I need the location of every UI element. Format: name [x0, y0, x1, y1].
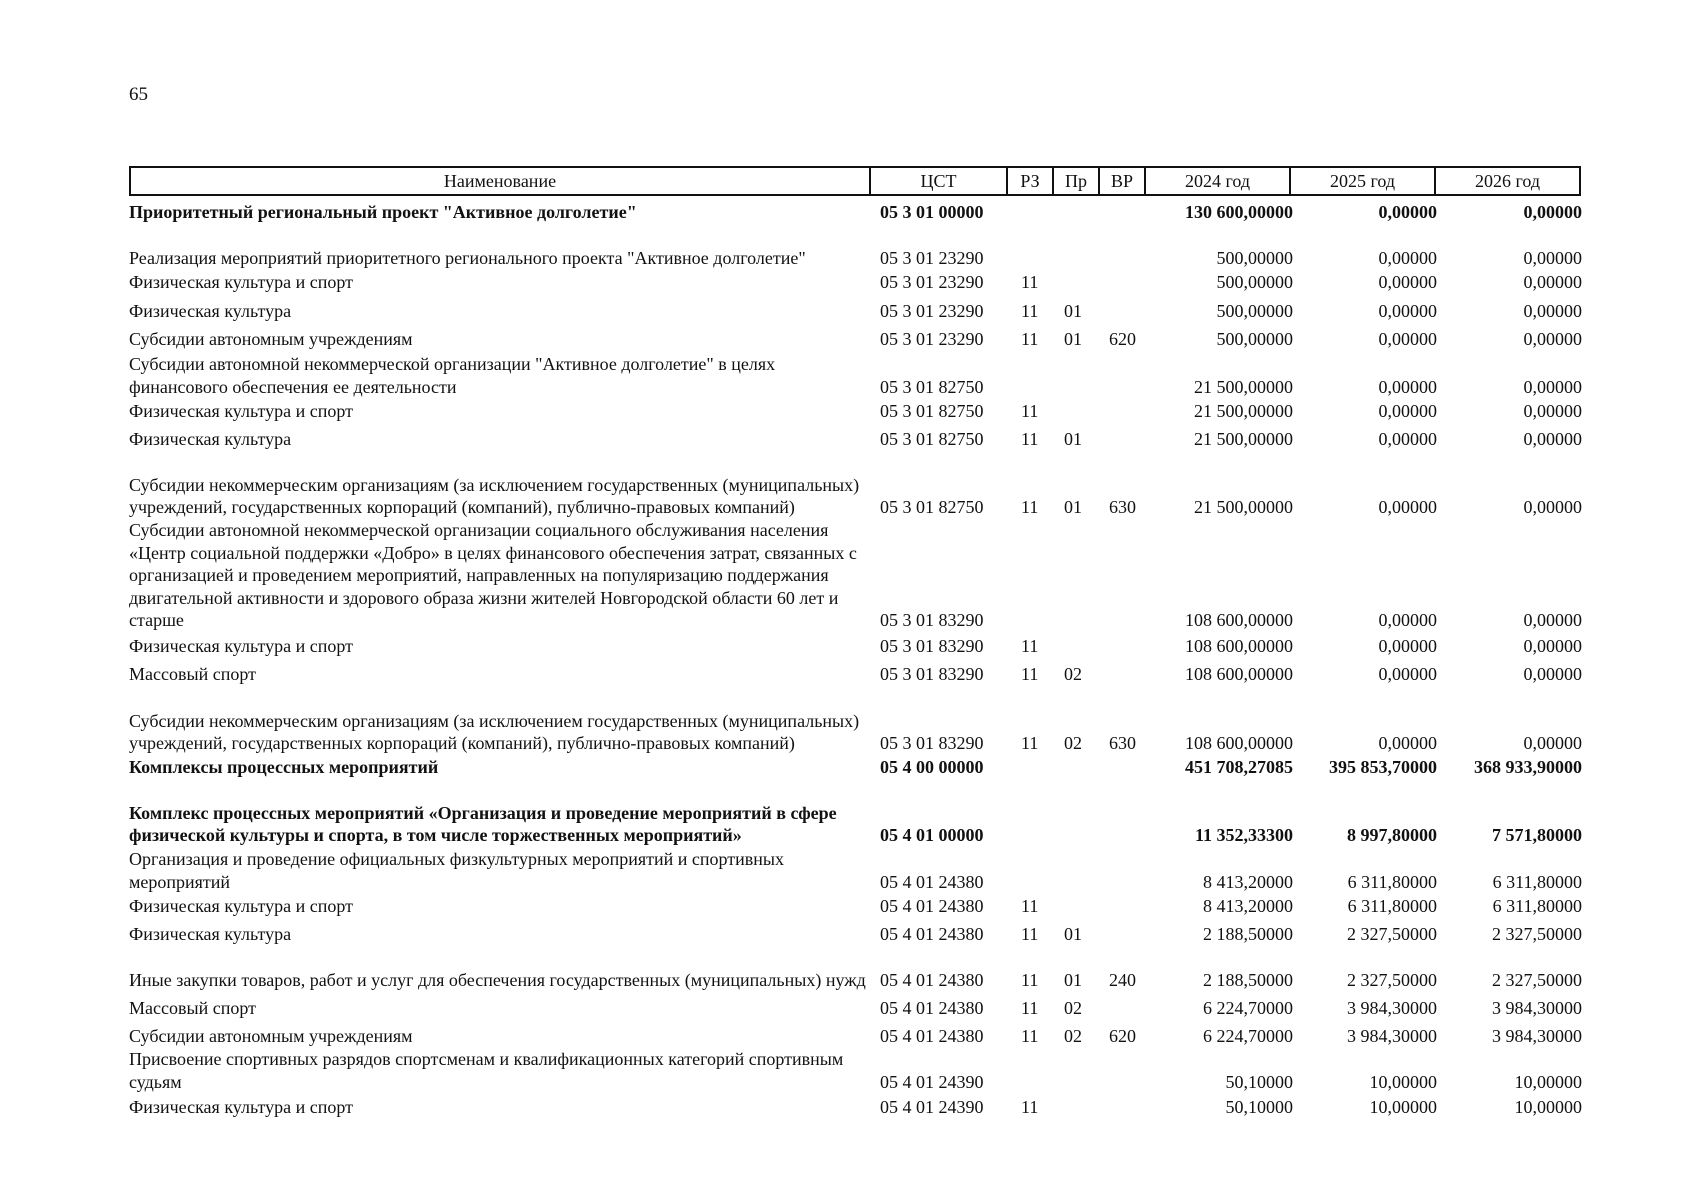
- row-2024: 130 600,00000: [1185, 202, 1293, 222]
- row-rz: 11: [1021, 733, 1039, 753]
- table-row: [0, 946, 1681, 991]
- row-2025: 0,00000: [1378, 272, 1437, 292]
- row-2026: 0,00000: [1523, 497, 1582, 517]
- row-pr: 02: [1064, 998, 1082, 1018]
- table-row: [0, 428, 1681, 451]
- row-vr: 620: [1109, 329, 1136, 349]
- row-rz: 11: [1021, 924, 1039, 944]
- header-rz: РЗ: [1007, 167, 1053, 195]
- table-row: [0, 895, 1681, 918]
- row-2025: 0,00000: [1378, 733, 1437, 753]
- row-2026: 0,00000: [1523, 733, 1582, 753]
- row-name: Реализация мероприятий приоритетного регионального проекта "Активное долголетие": [129, 247, 806, 268]
- row-2026: 0,00000: [1523, 429, 1582, 449]
- row-2025: 3 984,30000: [1347, 1026, 1437, 1046]
- table-row: [0, 635, 1681, 658]
- row-2025: 6 311,80000: [1347, 871, 1437, 892]
- row-2024: 21 500,00000: [1194, 497, 1293, 517]
- row-2026: 0,00000: [1523, 272, 1582, 292]
- row-cst: 05 3 01 23290: [880, 329, 984, 349]
- row-2024: 6 224,70000: [1203, 998, 1293, 1018]
- row-pr: 01: [1064, 301, 1082, 321]
- row-pr: 01: [1064, 969, 1082, 990]
- row-2025: 0,00000: [1378, 636, 1437, 656]
- row-rz: 11: [1021, 272, 1039, 292]
- row-cst: 05 3 01 83290: [880, 610, 984, 630]
- row-vr: 240: [1109, 969, 1136, 990]
- table-row: [0, 224, 1681, 269]
- row-rz: 11: [1021, 998, 1039, 1018]
- row-name: Комплекс процессных мероприятий «Организация и проведение мероприятий в сфере физической культуры и спорта, в том числе торжественных мероприятий»: [129, 802, 837, 845]
- row-2025: 0,00000: [1378, 202, 1437, 222]
- row-2026: 0,00000: [1523, 247, 1582, 268]
- row-2026: 10,00000: [1514, 1097, 1582, 1117]
- row-pr: 01: [1064, 329, 1082, 349]
- row-2026: 0,00000: [1523, 664, 1582, 684]
- row-cst: 05 3 01 23290: [880, 247, 984, 268]
- row-name: Субсидии некоммерческим организациям (за исключением государственных (муниципальных) учреждений, государственных корпораций (компаний), публично-правовых компаний): [129, 710, 860, 753]
- row-2024: 21 500,00000: [1194, 376, 1293, 397]
- row-name: Физическая культура: [129, 429, 292, 449]
- row-2025: 0,00000: [1378, 329, 1437, 349]
- row-pr: 02: [1064, 664, 1082, 684]
- table-row: [0, 756, 1681, 779]
- header-2025: 2025 год: [1290, 167, 1435, 195]
- row-name: Физическая культура и спорт: [129, 272, 354, 292]
- table-row: [0, 519, 1681, 632]
- row-rz: 11: [1021, 969, 1039, 990]
- row-2025: 0,00000: [1378, 610, 1437, 630]
- table-row: [0, 1048, 1681, 1093]
- row-2024: 500,00000: [1216, 247, 1293, 268]
- row-cst: 05 4 01 24380: [880, 998, 984, 1018]
- row-2026: 0,00000: [1523, 202, 1582, 222]
- row-name: Физическая культура: [129, 924, 292, 944]
- row-2024: 500,00000: [1216, 272, 1293, 292]
- row-2026: 6 311,80000: [1492, 871, 1582, 892]
- row-rz: 11: [1021, 329, 1039, 349]
- row-rz: 11: [1021, 1097, 1039, 1117]
- row-cst: 05 3 01 82750: [880, 429, 984, 449]
- table-row: [0, 848, 1681, 893]
- row-2026: 6 311,80000: [1492, 896, 1582, 916]
- page-number: 65: [129, 84, 148, 105]
- table-row: [0, 201, 1681, 224]
- row-2024: 8 413,20000: [1203, 896, 1293, 916]
- row-2026: 3 984,30000: [1492, 998, 1582, 1018]
- row-cst: 05 3 01 82750: [880, 376, 984, 397]
- row-2026: 368 933,90000: [1474, 757, 1582, 777]
- row-2025: 8 997,80000: [1347, 825, 1437, 845]
- header-name: Наименование: [130, 167, 870, 195]
- row-2026: 10,00000: [1514, 1071, 1582, 1092]
- row-rz: 11: [1021, 401, 1039, 421]
- row-2025: 2 327,50000: [1347, 924, 1437, 944]
- row-cst: 05 3 01 00000: [880, 202, 984, 222]
- row-name: Физическая культура: [129, 301, 292, 321]
- row-2025: 0,00000: [1378, 247, 1437, 268]
- row-cst: 05 4 01 00000: [880, 825, 984, 845]
- row-cst: 05 4 01 24380: [880, 871, 984, 892]
- row-2026: 2 327,50000: [1492, 924, 1582, 944]
- row-cst: 05 3 01 83290: [880, 636, 984, 656]
- row-name: Субсидии автономной некоммерческой организации социального обслуживания населения «Центр социальной поддержки «Добро» в целях финансового обеспечения затрат, связанных с организацией и проведением мероприятий, направленных на популяризацию поддержания двигательной активности и здорового образа жизни жителей Новгородской области 60 лет и старше: [129, 520, 857, 630]
- row-name: Субсидии автономным учреждениям: [129, 329, 413, 349]
- row-2025: 6 311,80000: [1347, 896, 1437, 916]
- row-cst: 05 4 01 24390: [880, 1097, 984, 1117]
- table-row: [0, 271, 1681, 294]
- table-row: [0, 779, 1681, 847]
- row-2024: 50,10000: [1225, 1071, 1293, 1092]
- header-cst: ЦСТ: [870, 167, 1007, 195]
- table-row: [0, 328, 1681, 351]
- table-row: [0, 400, 1681, 423]
- table-row: [0, 663, 1681, 686]
- row-2024: 500,00000: [1216, 329, 1293, 349]
- table-row: [0, 1025, 1681, 1048]
- row-rz: 11: [1021, 301, 1039, 321]
- row-2024: 108 600,00000: [1185, 733, 1293, 753]
- row-name: Приоритетный региональный проект "Активное долголетие": [129, 202, 637, 222]
- row-vr: 630: [1109, 733, 1136, 753]
- row-vr: 620: [1109, 1026, 1136, 1046]
- row-cst: 05 4 01 24390: [880, 1071, 984, 1092]
- row-2024: 11 352,33300: [1194, 825, 1293, 845]
- table-row: [0, 353, 1681, 398]
- row-2026: 0,00000: [1523, 401, 1582, 421]
- row-name: Физическая культура и спорт: [129, 896, 354, 916]
- row-2025: 0,00000: [1378, 301, 1437, 321]
- row-2026: 0,00000: [1523, 376, 1582, 397]
- row-2024: 21 500,00000: [1194, 401, 1293, 421]
- row-name: Физическая культура и спорт: [129, 636, 354, 656]
- table-row: [0, 1096, 1681, 1119]
- row-pr: 02: [1064, 1026, 1082, 1046]
- row-2025: 0,00000: [1378, 497, 1437, 517]
- row-rz: 11: [1021, 636, 1039, 656]
- row-name: Субсидии автономной некоммерческой организации "Активное долголетие" в целях финансового обеспечения ее деятельности: [129, 354, 776, 397]
- row-name: Субсидии автономным учреждениям: [129, 1026, 413, 1046]
- row-pr: 02: [1064, 733, 1082, 753]
- row-2026: 0,00000: [1523, 301, 1582, 321]
- row-cst: 05 4 01 24380: [880, 924, 984, 944]
- row-cst: 05 3 01 83290: [880, 733, 984, 753]
- table-row: [0, 300, 1681, 323]
- row-cst: 05 4 01 24380: [880, 896, 984, 916]
- row-cst: 05 4 01 24380: [880, 1026, 984, 1046]
- row-2025: 395 853,70000: [1329, 757, 1437, 777]
- table-row: [0, 687, 1681, 755]
- row-2025: 0,00000: [1378, 429, 1437, 449]
- row-2024: 451 708,27085: [1185, 757, 1293, 777]
- row-name: Физическая культура и спорт: [129, 1097, 354, 1117]
- row-2025: 0,00000: [1378, 401, 1437, 421]
- row-name: Массовый спорт: [129, 998, 256, 1018]
- row-cst: 05 4 00 00000: [880, 757, 984, 777]
- row-2026: 3 984,30000: [1492, 1026, 1582, 1046]
- row-cst: 05 4 01 24380: [880, 969, 984, 990]
- table-row: [0, 923, 1681, 946]
- row-rz: 11: [1021, 429, 1039, 449]
- row-2024: 50,10000: [1225, 1097, 1293, 1117]
- header-vr: ВР: [1099, 167, 1145, 195]
- table-header: [129, 166, 1581, 196]
- row-pr: 01: [1064, 429, 1082, 449]
- row-2026: 7 571,80000: [1492, 825, 1582, 845]
- row-rz: 11: [1021, 896, 1039, 916]
- row-2024: 21 500,00000: [1194, 429, 1293, 449]
- header-2026: 2026 год: [1435, 167, 1580, 195]
- row-cst: 05 3 01 23290: [880, 301, 984, 321]
- row-2024: 108 600,00000: [1185, 636, 1293, 656]
- row-rz: 11: [1021, 664, 1039, 684]
- row-2026: 0,00000: [1523, 636, 1582, 656]
- row-2024: 8 413,20000: [1203, 871, 1293, 892]
- row-name: Массовый спорт: [129, 664, 256, 684]
- header-2024: 2024 год: [1145, 167, 1290, 195]
- row-cst: 05 3 01 23290: [880, 272, 984, 292]
- row-2024: 2 188,50000: [1203, 969, 1293, 990]
- row-name: Физическая культура и спорт: [129, 401, 354, 421]
- row-pr: 01: [1064, 924, 1082, 944]
- row-name: Иные закупки товаров, работ и услуг для обеспечения государственных (муниципальных) нужд: [129, 969, 866, 990]
- row-2025: 10,00000: [1369, 1097, 1437, 1117]
- row-vr: 630: [1109, 497, 1136, 517]
- row-name: Присвоение спортивных разрядов спортсменам и квалификационных категорий спортивным судьям: [129, 1049, 844, 1092]
- row-2026: 2 327,50000: [1492, 969, 1582, 990]
- row-2024: 108 600,00000: [1185, 610, 1293, 630]
- row-2025: 10,00000: [1369, 1071, 1437, 1092]
- row-pr: 01: [1064, 497, 1082, 517]
- table-row: [0, 451, 1681, 519]
- row-2025: 3 984,30000: [1347, 998, 1437, 1018]
- row-name: Организация и проведение официальных физкультурных мероприятий и спортивных мероприятий: [129, 849, 784, 892]
- row-2024: 108 600,00000: [1185, 664, 1293, 684]
- row-name: Комплексы процессных мероприятий: [129, 757, 439, 777]
- header-pr: Пр: [1053, 167, 1099, 195]
- row-rz: 11: [1021, 1026, 1039, 1046]
- table-row: [0, 997, 1681, 1020]
- row-2025: 0,00000: [1378, 664, 1437, 684]
- row-2026: 0,00000: [1523, 329, 1582, 349]
- row-cst: 05 3 01 82750: [880, 401, 984, 421]
- row-cst: 05 3 01 83290: [880, 664, 984, 684]
- row-cst: 05 3 01 82750: [880, 497, 984, 517]
- row-2024: 6 224,70000: [1203, 1026, 1293, 1046]
- row-2026: 0,00000: [1523, 610, 1582, 630]
- row-2025: 0,00000: [1378, 376, 1437, 397]
- row-name: Субсидии некоммерческим организациям (за исключением государственных (муниципальных) учреждений, государственных корпораций (компаний), публично-правовых компаний): [129, 474, 860, 517]
- row-2024: 500,00000: [1216, 301, 1293, 321]
- row-2024: 2 188,50000: [1203, 924, 1293, 944]
- row-rz: 11: [1021, 497, 1039, 517]
- row-2025: 2 327,50000: [1347, 969, 1437, 990]
